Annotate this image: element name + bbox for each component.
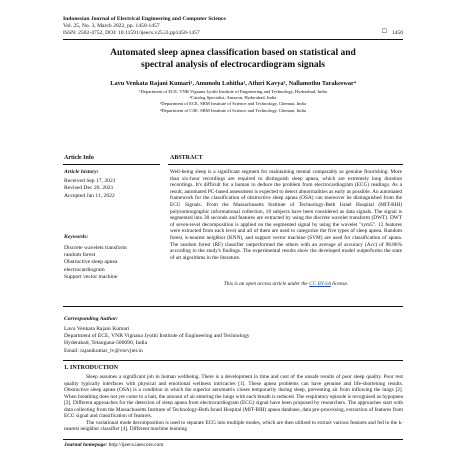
history-accepted: Accepted Jan 11, 2022 (64, 192, 115, 199)
abstract-divider (168, 164, 403, 165)
corresponding-divider (63, 306, 403, 307)
corresponding-author-dept: Department of ECE, VNR Vignana Jyothi Institute of Engineering and Technology (64, 333, 250, 340)
journal-header (63, 16, 403, 38)
keywords-title: Keywords: (64, 234, 89, 240)
keyword-item: Obstructive sleep apnea (64, 259, 118, 266)
header-divider (63, 39, 403, 40)
introduction-text (64, 374, 403, 433)
footer-url[interactable]: : http://ijeecs.iaescore.com (105, 442, 164, 448)
article-info-header: Article Info (64, 155, 94, 161)
affiliation-item: ³Department of ECE, SRM Institute of Science and Technology, Chennai, India (160, 101, 306, 107)
paper-title (63, 48, 403, 71)
corresponding-author-name: Lavu Venkata Rajani Kumari (64, 326, 130, 332)
page-number: 1450 (391, 30, 403, 37)
history-revised: Revised Dec 20, 2021 (64, 185, 114, 192)
journal-issn-row (63, 30, 403, 37)
corresponding-author-email[interactable]: Email: rajanikumar_lv@vnrvjiet.in (64, 347, 143, 354)
keyword-item: electrocardiogram (64, 266, 105, 273)
paper-title-line-2: spectral analysis of electrocardiogram signals (141, 59, 325, 70)
paper-title-line-1: Automated sleep apnea classification based on statistical and (110, 48, 356, 58)
corresponding-author-city: Hyderabad, Telangana-500090, India (64, 340, 148, 347)
journal-name: Indonesian Journal of Electrical Engineering and Computer Science (63, 16, 226, 22)
affiliation-item: ²Catalog Specialist, Amazon, Hyderabad, India (189, 95, 277, 101)
abstract-text: Well-being sleep is a significant segment for maintaining mental comparably as genuine flourishing. More than six-hour recordings are required to distinguish sleep apnea, which are extremely long duration recordings. It's difficult for a human to deduce the problem from electrocardiogram (ECG) readings. As a result, automated PC-based assessment is expected to detect abnormalities as early as possible. An automated framework for the classification of obstructive sleep apnea (OSA) can moreover be distinguished from the ECG Signals. From the Massachusetts Institute of Technology-Beth Israel Hospital (MIT-BIH) polysomnographic informational collection, 18 subjects have been considered as data signals. The signal is segmented into 30 seconds and features are extracted by using the discrete wavelet transform (DWT). DWT of seven-level decomposition is applied on the segmented signal by using the wavelet "sym5". 12 features were extracted from each level and all of them are used to categorize the five types of sleep apnea. Random forest, k-nearest neighbor (KNN), and support vector machine (SVM) are used for classification of apnea. The random forest (RF) classifier outperformed the others with an average of accuracy (Acc) of 98.86% according to the study's findings. The experimental results show the developed model outperforms the state of art algorithms in the literature. (170, 169, 402, 261)
keyword-list (64, 245, 127, 281)
introduction-paragraph: Sleep assumes a significant job in human wellbeing. There is a development in time and cost of the unsafe results of poor sleep quality. Poor rest quality typically interfaces with physical and emotional wellness intricacies [1]. These apnea problems can have genuine and life-shortening results. Obstructive sleep apnea (OSA) is a condition in which the superior aeromatrix closes temporarily during sleep, preventing air from inflowing the lungs [2]. When breathing does not yet come to a halt, the amount of air entering the lungs with each breath is reduced. The respiratory episode is recognised as hypopnea [3]. Different approaches for the detection of sleep apnea from electrocardiogram (ECG) signal have been proposed by researchers. The approaches start with data collecting from the Massachusetts Institute of Technology-Beth Israel Hospital (MIT-BIH) apnea database, data pre-processing, extraction of features from ECG signal and classification of features. (64, 374, 403, 419)
affiliation-item: ⁴Department of CSE, SRM Institute of Science and Technology, Chennai, India (160, 107, 306, 113)
keyword-item: Support vector machine (64, 273, 118, 280)
introduction-heading: 1. INTRODUCTION (64, 365, 119, 371)
affiliation-item: ¹Department of ECE, VNR Vignana Jyothi Institute of Engineering and Technology, Hyderabad, India (139, 89, 327, 94)
journal-issn: ISSN: 2502-4752, DOI: 10.11591/ijeecs.v25.i3.pp1450-1457 (63, 30, 200, 37)
footer-divider (63, 439, 403, 440)
license-prefix: This is an open access article under the (223, 281, 310, 287)
open-access-icon: ☐ (381, 29, 387, 36)
keyword-item: Discrete wavelets transform (64, 245, 127, 251)
article-info-divider (63, 164, 160, 165)
journal-volume: Vol. 25, No. 3, March 2022, pp. 1450-1457 (63, 23, 160, 30)
author-list: Lavu Venkata Rajani Kumari¹, Anumolu Lohitha², Atluri Kavya³, Nallamothu Tarakeswar⁴ (110, 80, 356, 87)
introduction-paragraph: The variational mode decomposition is used to separate ECG into multiple modes, which are then utilised to extract various features and fed to the k-nearest neighbor classifier [4]. Different machine learning (64, 419, 403, 432)
journal-footer (64, 442, 163, 448)
keyword-item: random forest (64, 252, 96, 259)
article-history-title: Article history: (64, 169, 99, 175)
cc-license-link[interactable]: CC BY-SA (309, 281, 331, 287)
license-suffix: license. (330, 281, 349, 287)
history-received: Received Sep 17, 2021 (64, 178, 116, 184)
corresponding-author-title: Corresponding Author: (64, 316, 119, 322)
corresponding-author-details (64, 326, 364, 355)
license-note (170, 281, 402, 287)
abstract-header: ABSTRACT (170, 155, 203, 161)
article-history (64, 178, 116, 200)
footer-label: Journal homepage (64, 442, 106, 448)
intro-divider (63, 360, 403, 361)
affiliation-list (63, 89, 403, 114)
